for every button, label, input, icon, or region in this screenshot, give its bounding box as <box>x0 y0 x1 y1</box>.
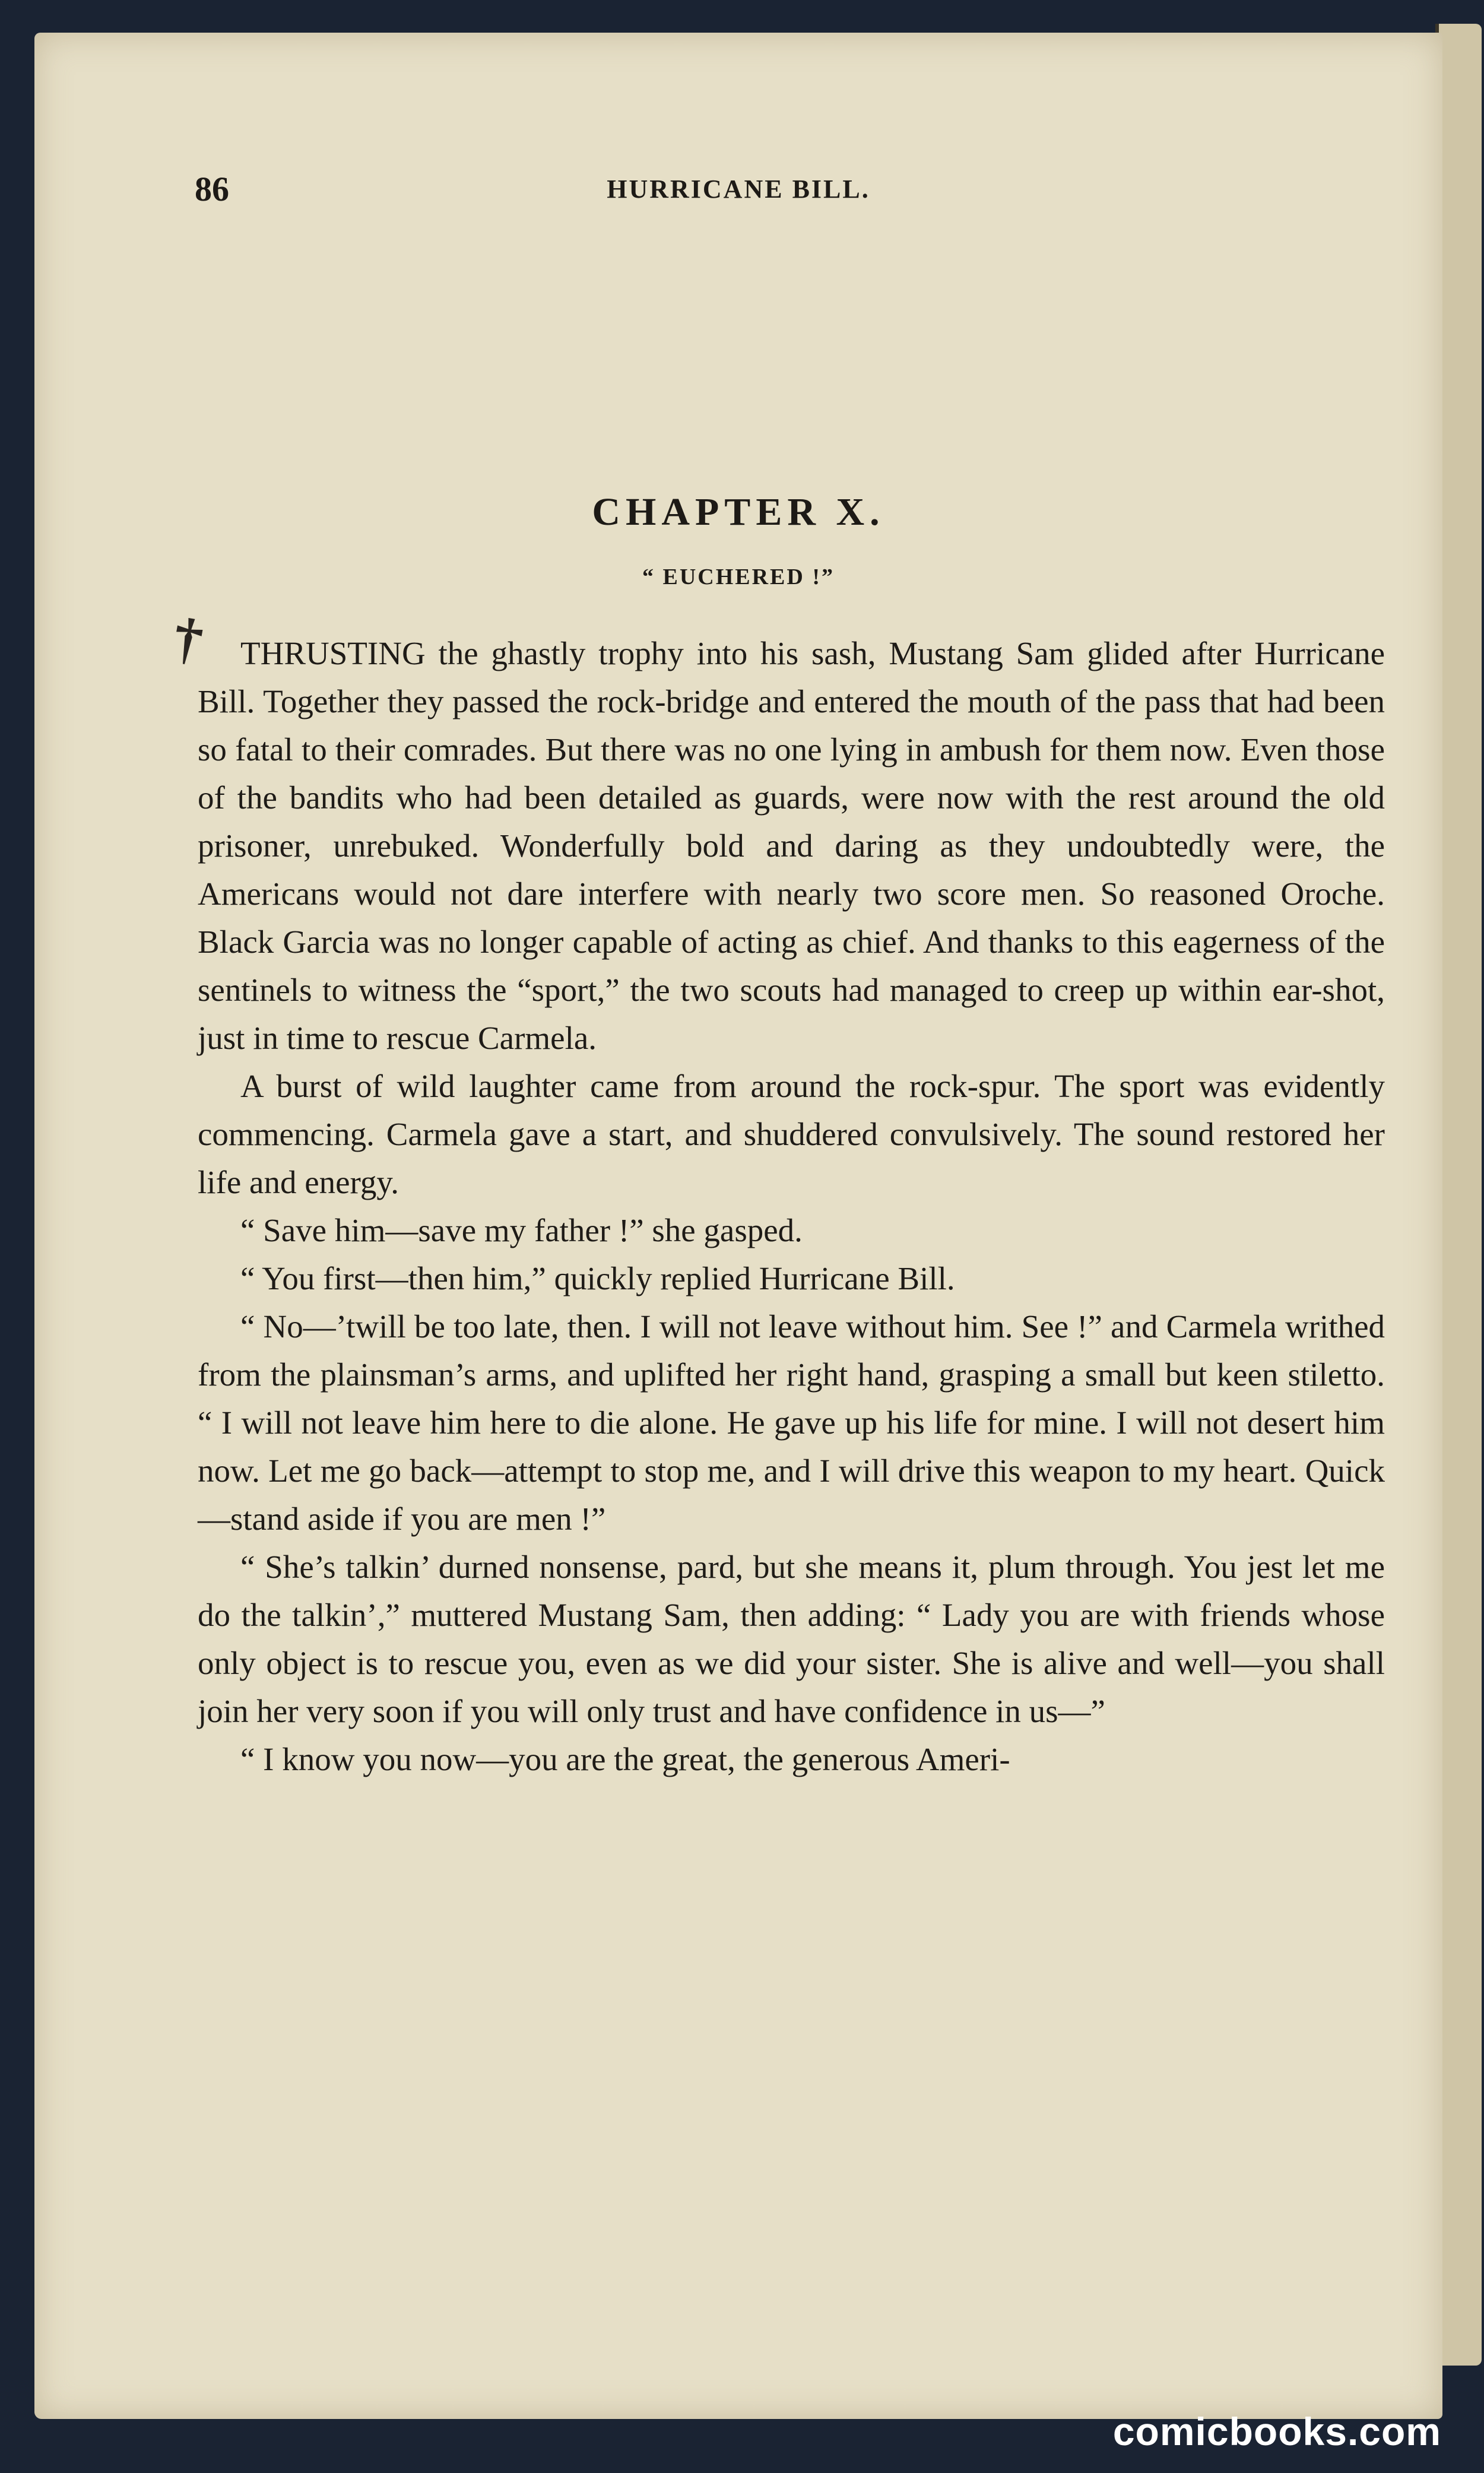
chapter-subtitle: “ EUCHERED !” <box>642 565 835 589</box>
site-watermark: comicbooks.com <box>1112 2409 1441 2453</box>
handwritten-margin-mark: † <box>169 604 208 673</box>
paragraph: A burst of wild laughter came from around the rock-spur. The sport was evidently commencing. Carmela gave a start, and shuddered convulsively. The sound restored her life and energy. <box>198 1068 1385 1200</box>
page-number: 86 <box>195 170 229 208</box>
paragraph: “ No—’twill be too late, then. I will not leave without him. See !” and Carmela writhed from the plainsman’s arms, and uplifted her right hand, grasping a small but keen stiletto. “ I will not leave him here to die alone. He gave up his life for mine. I will not desert him now. Let me go back—attempt to stop me, and I will drive this weapon to my heart. Quick—stand aside if you are men !” <box>198 1308 1385 1537</box>
page-header <box>34 169 1442 217</box>
paragraph: “ She’s talkin’ durned nonsense, pard, but she means it, plum through. You jest let me do the talkin’,” muttered Mustang Sam, then adding: “ Lady you are with friends whose only object is to rescue you, even as we did your sister. She is alive and well—you shall join her very soon if you will only trust and have confidence in us—” <box>198 1549 1385 1729</box>
book-page <box>34 33 1442 2419</box>
body-text <box>198 629 1385 1783</box>
paragraph: THRUSTING the ghastly trophy into his sash, Mustang Sam glided after Hurricane Bill. Together they passed the rock-bridge and entered the mouth of the pass that had been so fatal to their comrades. But there was no one lying in ambush for them now. Even those of the bandits who had been detailed as guards, were now with the rest around the old prisoner, unrebuked. Wonderfully bold and daring as they undoubtedly were, the Americans would not dare interfere with nearly two score men. So reasoned Oroche. Black Garcia was no longer capable of acting as chief. And thanks to this eagerness of the sentinels to witness the “sport,” the two scouts had managed to creep up within ear-shot, just in time to rescue Carmela. <box>198 635 1385 1056</box>
running-head: HURRICANE BILL. <box>607 175 870 204</box>
paragraph: “ Save him—save my father !” she gasped. <box>240 1212 803 1248</box>
chapter-title: CHAPTER X. <box>592 490 885 534</box>
paragraph: “ You first—then him,” quickly replied Hurricane Bill. <box>240 1260 955 1296</box>
paragraph: “ I know you now—you are the great, the generous Ameri- <box>240 1741 1010 1777</box>
